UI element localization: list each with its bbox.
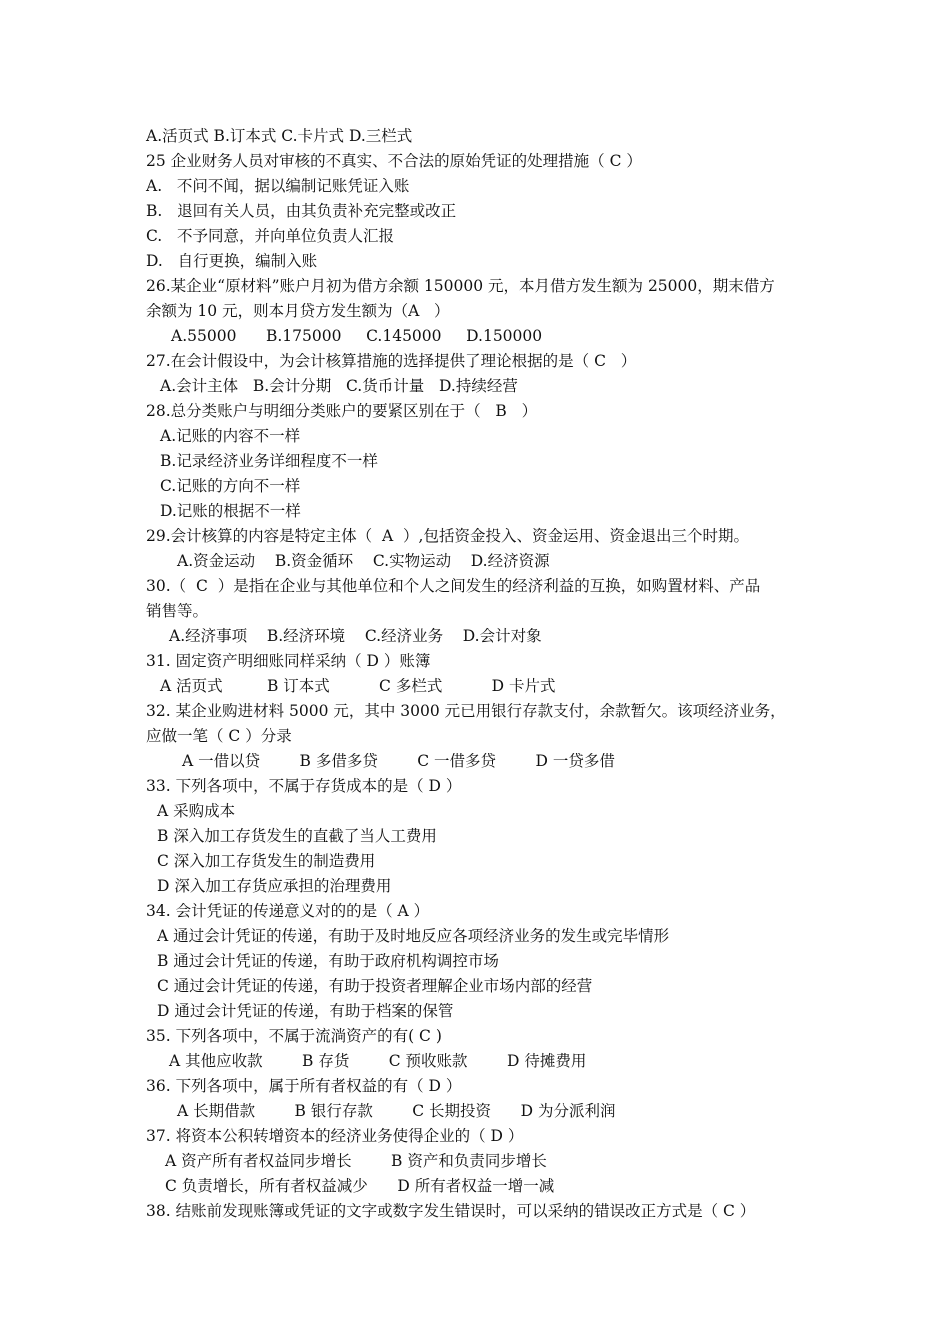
option-line: A.55000 B.175000 C.145000 D.150000 xyxy=(171,327,543,345)
option-line: A 其他应收款 B 存货 C 预收账款 D 待摊费用 xyxy=(169,1052,587,1070)
option-line: A.记账的内容不一样 xyxy=(160,427,301,445)
option-line: C 负责增长，所有者权益减少 D 所有者权益一增一减 xyxy=(165,1177,555,1195)
question-25: 25 企业财务人员对审核的不真实、不合法的原始凭证的处理措施（ C ） xyxy=(146,152,642,170)
option-line: B 深入加工存货发生的直截了当人工费用 xyxy=(157,827,437,845)
option-line: A 活页式 B 订本式 C 多栏式 D 卡片式 xyxy=(160,677,556,695)
option-line: C 通过会计凭证的传递，有助于投资者理解企业市场内部的经营 xyxy=(157,977,593,995)
option-line: C. 不予同意，并向单位负责人汇报 xyxy=(146,227,395,245)
option-line: B 通过会计凭证的传递，有助于政府机构调控市场 xyxy=(157,952,499,970)
option-line: B. 退回有关人员，由其负责补充完整或改正 xyxy=(146,202,457,220)
text-line: A.活页式 B.订本式 C.卡片式 D.三栏式 xyxy=(146,127,413,145)
question-26: 26.某企业“原材料”账户月初为借方余额 150000 元，本月借方发生额为 25000，期末借方 xyxy=(146,277,775,295)
question-32-cont: 应做一笔（ C ）分录 xyxy=(146,727,292,745)
question-36: 36. 下列各项中，属于所有者权益的有（ D ） xyxy=(146,1077,462,1095)
question-27: 27.在会计假设中，为会计核算措施的选择提供了理论根据的是（ C ） xyxy=(146,352,637,370)
question-32: 32. 某企业购进材料 5000 元，其中 3000 元已用银行存款支付，余款暂欠。该项经济业务， xyxy=(146,702,786,720)
question-29: 29.会计核算的内容是特定主体（ A ）,包括资金投入、资金运用、资金退出三个时期。 xyxy=(146,527,749,545)
option-line: A 采购成本 xyxy=(157,802,236,820)
question-33: 33. 下列各项中，不属于存货成本的是（ D ） xyxy=(146,777,462,795)
option-line: A.会计主体 B.会计分期 C.货币计量 D.持续经营 xyxy=(160,377,518,395)
option-line: A 资产所有者权益同步增长 B 资产和负责同步增长 xyxy=(165,1152,547,1170)
question-35: 35. 下列各项中，不属于流淌资产的有( C ) xyxy=(146,1027,442,1045)
question-34: 34. 会计凭证的传递意义对的的是（ A ） xyxy=(146,902,430,920)
option-line: A. 不问不闻，据以编制记账凭证入账 xyxy=(146,177,410,195)
option-line: D. 自行更换，编制入账 xyxy=(146,252,318,270)
question-28: 28.总分类账户与明细分类账户的要紧区别在于（ B ） xyxy=(146,402,538,420)
option-line: B.记录经济业务详细程度不一样 xyxy=(160,452,378,470)
option-line: C.记账的方向不一样 xyxy=(160,477,301,495)
question-31: 31. 固定资产明细账同样采纳（ D ）账簿 xyxy=(146,652,431,670)
option-line: A.经济事项 B.经济环境 C.经济业务 D.会计对象 xyxy=(169,627,542,645)
question-37: 37. 将资本公积转增资本的经济业务使得企业的（ D ） xyxy=(146,1127,524,1145)
option-line: A.资金运动 B.资金循环 C.实物运动 D.经济资源 xyxy=(177,552,550,570)
option-line: A 一借以贷 B 多借多贷 C 一借多贷 D 一贷多借 xyxy=(182,752,615,770)
question-26-cont: 余额为 10 元，则本月贷方发生额为（A ） xyxy=(146,302,450,320)
option-line: C 深入加工存货发生的制造费用 xyxy=(157,852,376,870)
question-30-cont: 销售等。 xyxy=(146,602,209,620)
option-line: D 通过会计凭证的传递，有助于档案的保管 xyxy=(157,1002,454,1020)
option-line: A 通过会计凭证的传递，有助于及时地反应各项经济业务的发生或完毕情形 xyxy=(157,927,670,945)
option-line: D 深入加工存货应承担的治理费用 xyxy=(157,877,392,895)
option-line: A 长期借款 B 银行存款 C 长期投资 D 为分派利润 xyxy=(177,1102,616,1120)
question-38: 38. 结账前发现账簿或凭证的文字或数字发生错误时，可以采纳的错误改正方式是（ C ） xyxy=(146,1202,756,1220)
question-30: 30.（ C ）是指在企业与其他单位和个人之间发生的经济利益的互换，如购置材料、产品 xyxy=(146,577,761,595)
option-line: D.记账的根据不一样 xyxy=(160,502,301,520)
